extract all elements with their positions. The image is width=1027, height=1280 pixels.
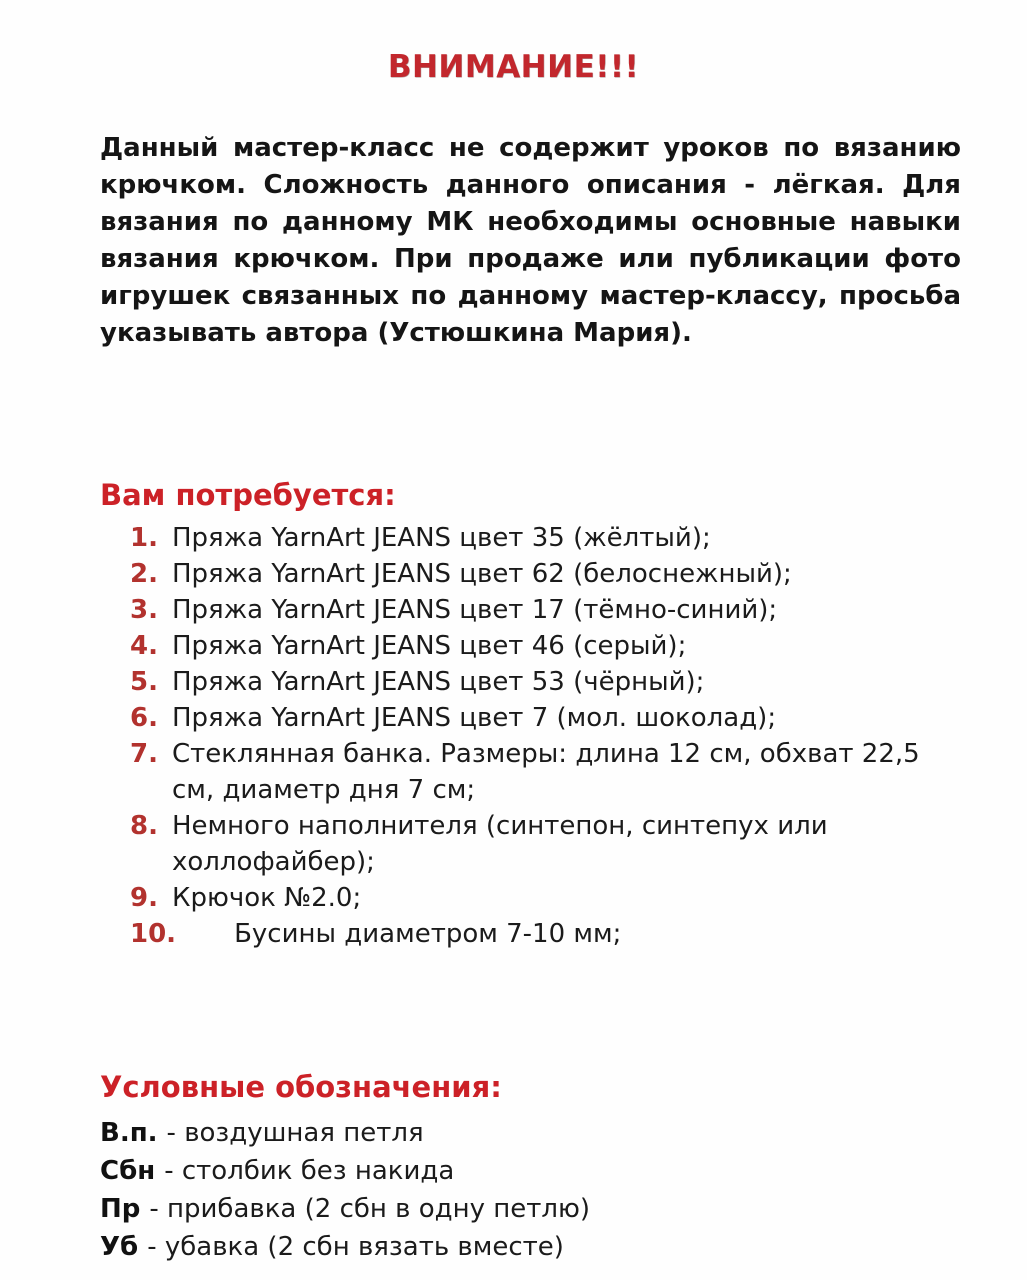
list-item [130,556,967,592]
item-text: Бусины диаметром 7-10 мм; [234,919,622,949]
list-item [130,700,967,736]
list-item [130,592,967,628]
legend-term: Уб [100,1232,139,1262]
item-number: 4. [130,631,158,661]
legend-definition: - воздушная петля [166,1118,424,1148]
list-item [130,520,967,556]
legend-definition: - прибавка (2 сбн в одну петлю) [149,1194,591,1224]
item-number: 8. [130,811,158,841]
item-text: Стеклянная банка. Размеры: длина 12 см, обхват 22,5 см, диаметр дня 7 см; [172,739,920,805]
item-number: 2. [130,559,158,589]
legend-entry [100,1190,967,1228]
item-text: Пряжа YarnArt JEANS цвет 46 (серый); [172,631,687,661]
item-number: 9. [130,883,158,913]
legend-term: Сбн [100,1156,156,1186]
page-title: ВНИМАНИЕ!!! [387,49,640,85]
legend-heading: Условные обозначения: [100,1070,502,1104]
legend-definition: - убавка (2 сбн вязать вместе) [147,1232,564,1262]
item-text: Пряжа YarnArt JEANS цвет 53 (чёрный); [172,667,705,697]
materials-list [130,520,967,952]
intro-paragraph: Данный мастер-класс не содержит уроков по вязанию крючком. Сложность данного описания - лёгкая. Для вязания по данному МК необходимы основные навыки вязания крючком. При продаже или публикации фото игрушек связанных по данному мастер-классу, просьба указывать автора (Устюшкина Мария). [100,133,961,348]
list-item [130,880,967,916]
legend-term: Пр [100,1194,141,1224]
legend-definition: - столбик без накида [164,1156,455,1186]
materials-heading: Вам потребуется: [100,478,396,512]
legend-list [100,1114,967,1266]
list-item [130,916,967,952]
item-text: Пряжа YarnArt JEANS цвет 17 (тёмно-синий); [172,595,778,625]
legend-term: В.п. [100,1118,158,1148]
legend-entry [100,1152,967,1190]
item-number: 3. [130,595,158,625]
item-text: Пряжа YarnArt JEANS цвет 7 (мол. шоколад); [172,703,777,733]
item-text: Пряжа YarnArt JEANS цвет 62 (белоснежный); [172,559,792,589]
list-item [130,664,967,700]
item-number: 10. [130,919,177,949]
item-number: 1. [130,523,158,553]
item-number: 7. [130,739,158,769]
item-text: Немного наполнителя (синтепон, синтепух или холлофайбер); [172,811,828,877]
list-item [130,736,967,808]
list-item [130,628,967,664]
legend-entry [100,1114,967,1152]
legend-entry [100,1228,967,1266]
item-text: Пряжа YarnArt JEANS цвет 35 (жёлтый); [172,523,711,553]
item-number: 5. [130,667,158,697]
item-text: Крючок №2.0; [172,883,362,913]
list-item [130,808,967,880]
item-number: 6. [130,703,158,733]
